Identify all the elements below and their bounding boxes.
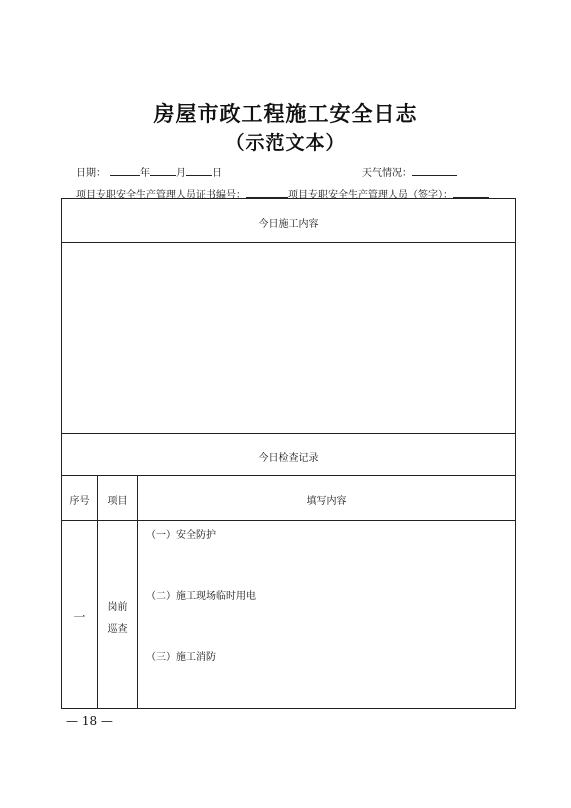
column-header-content: 填写内容 [306,496,347,507]
row-seq: 一 [73,610,86,624]
content-fire-safety: （三）施工消防 [146,652,216,663]
year-label: 年 [140,168,150,179]
weather-blank[interactable] [412,165,457,176]
date-label: 日期： [76,168,106,179]
divider [62,242,515,243]
content-temporary-electricity: （二）施工现场临时用电 [146,591,256,602]
year-blank[interactable] [110,165,140,176]
inspection-header: 今日检查记录 [258,453,319,464]
divider [62,433,515,434]
divider [62,520,515,521]
content-safety-protection: （一）安全防护 [146,530,216,541]
day-label: 日 [212,168,222,179]
month-blank[interactable] [150,165,176,176]
column-divider [97,475,98,708]
column-header-item: 项目 [107,496,128,507]
row-item-line1: 岗前 [107,602,128,613]
weather-label: 天气情况： [362,168,412,179]
divider [62,475,515,476]
document-subtitle: （示范文本） [225,132,346,154]
page-number: — 18 — [66,714,113,728]
safety-log-table [61,198,516,709]
weather-line [362,164,457,179]
column-header-seq: 序号 [69,496,90,507]
column-divider [137,475,138,708]
day-blank[interactable] [186,165,212,176]
cert-label: 项目专职安全生产管理人员证书编号： [76,190,246,201]
date-line [76,164,222,179]
row-item-line2: 巡查 [107,624,128,635]
signature-label: 项目专职安全生产管理人员（签字）： [288,190,453,201]
today-content-area[interactable] [68,251,508,421]
cert-blank[interactable] [246,187,288,198]
month-label: 月 [176,168,186,179]
today-content-header: 今日施工内容 [258,219,319,230]
document-title: 房屋市政工程施工安全日志 [153,101,418,126]
signature-blank[interactable] [453,187,489,198]
